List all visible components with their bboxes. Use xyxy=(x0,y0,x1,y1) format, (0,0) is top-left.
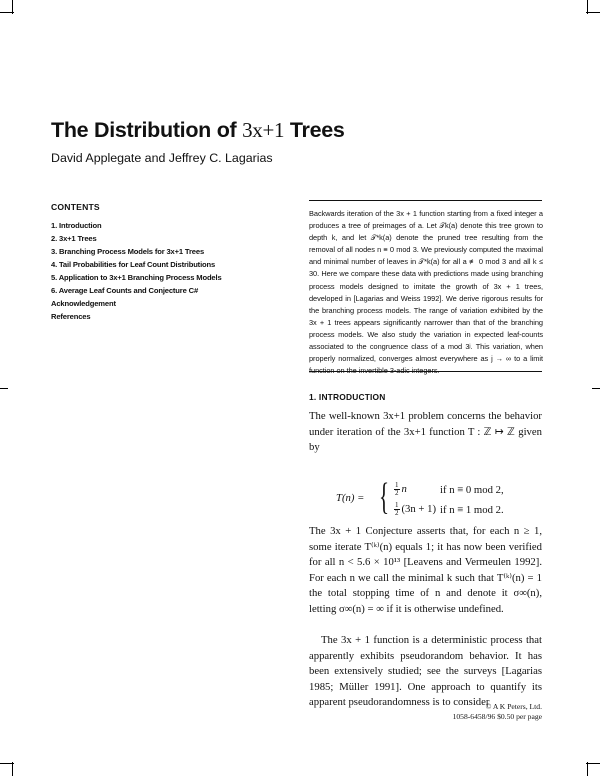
toc-item: 3. Branching Process Models for 3x+1 Trees xyxy=(51,247,205,256)
case-expression: (3n + 1) xyxy=(401,502,437,515)
toc-item: 5. Application to 3x+1 Branching Process Models xyxy=(51,273,222,282)
equation-lhs: T(n) = xyxy=(336,492,365,504)
equation-case-2 xyxy=(394,502,436,517)
crop-mark xyxy=(592,388,600,389)
equation-condition-2: if n ≡ 1 mod 2. xyxy=(440,504,504,516)
paragraph: The 3x + 1 function is a deterministic process that apparently exhibits pseudorandom behavior. It has been extensively studied; see the surveys [Lagarias 1985; Müller 1991]. One approach to quantify its apparent pseudorandomness is to consider xyxy=(309,634,542,709)
equation xyxy=(336,476,546,522)
paragraph: The well-known 3x+1 problem concerns the behavior under iteration of the 3x+1 function T : ℤ ↦ ℤ given by xyxy=(309,410,542,454)
title-text-end: Trees xyxy=(284,118,345,142)
abstract: Backwards iteration of the 3x + 1 function starting from a fixed integer a produces a tree of preimages of a. Let 𝒯k(a) denote this tree grown to depth k, and let 𝒯*k(a) denote the pruned tree resulting from the removal of all nodes n ≡ 0 mod 3. We previously computed the maximal and minimal number of leaves in 𝒯*k(a) for all a ≢ 0 mod 3 and all k ≤ 30. Here we compare these data with predictions made using branching process models designed to imitate the growth of 3x + 1 trees, developed in [Lagarias and Weiss 1992]. We derive rigorous results for the branching process models. The range of variation exhibited by the 3x + 1 trees appears significantly narrower than that of the branching process models. We also study the variation in expected leaf-counts associated to the congruence class of a mod 3ʲ. This variation, when properly normalized, converges almost everywhere as j → ∞ to a limit xyxy=(309,209,543,364)
numerator: 1 xyxy=(395,481,399,489)
toc-item: References xyxy=(51,312,91,321)
crop-mark xyxy=(12,762,13,776)
denominator: 2 xyxy=(395,509,399,517)
crop-mark xyxy=(0,763,14,764)
toc-item: 2. 3x+1 Trees xyxy=(51,234,97,243)
toc-item: 6. Average Leaf Counts and Conjecture C# xyxy=(51,286,199,295)
equation-condition-1: if n ≡ 0 mod 2, xyxy=(440,484,504,496)
section-heading: 1. INTRODUCTION xyxy=(309,392,386,402)
fraction xyxy=(394,502,400,517)
abstract-bottom-rule xyxy=(309,371,542,372)
issn-price: 1058-6458/96 $0.50 per page xyxy=(452,712,542,721)
toc-item: 1. Introduction xyxy=(51,221,102,230)
title-text: The Distribution of xyxy=(51,118,243,142)
table-of-contents xyxy=(51,219,222,323)
abstract-top-rule xyxy=(309,200,542,201)
case-expression: n xyxy=(401,482,407,495)
paragraph: The 3x + 1 Conjecture asserts that, for each n ≥ 1, some iterate T⁽ᵏ⁾(n) equals 1; it has now been verified for all n < 5.6 × 10¹³ [Leavens and Vermeulen 1992]. For each n we call the minimal k such that T⁽ᵏ⁾(n) = 1 the total stopping time of n and denote it σ∞(n), letting σ∞(n) = ∞ if it is otherwise undefined. xyxy=(309,525,542,615)
toc-item: Acknowledgement xyxy=(51,299,116,308)
contents-heading: CONTENTS xyxy=(51,202,100,212)
equation-case-1 xyxy=(394,482,407,497)
denominator: 2 xyxy=(395,489,399,497)
title-math: 3x+1 xyxy=(242,118,285,142)
toc-item: 4. Tail Probabilities for Leaf Count Distributions xyxy=(51,260,216,269)
crop-mark xyxy=(586,763,600,764)
crop-mark xyxy=(587,762,588,776)
crop-mark xyxy=(0,12,14,13)
publisher: © A K Peters, Ltd. xyxy=(485,702,542,711)
authors: David Applegate and Jeffrey C. Lagarias xyxy=(51,151,273,165)
fraction xyxy=(394,482,400,497)
paper-title xyxy=(51,118,345,143)
crop-mark xyxy=(0,388,8,389)
copyright-notice xyxy=(453,702,542,722)
numerator: 1 xyxy=(395,501,399,509)
brace-symbol: { xyxy=(379,476,390,518)
crop-mark xyxy=(586,12,600,13)
